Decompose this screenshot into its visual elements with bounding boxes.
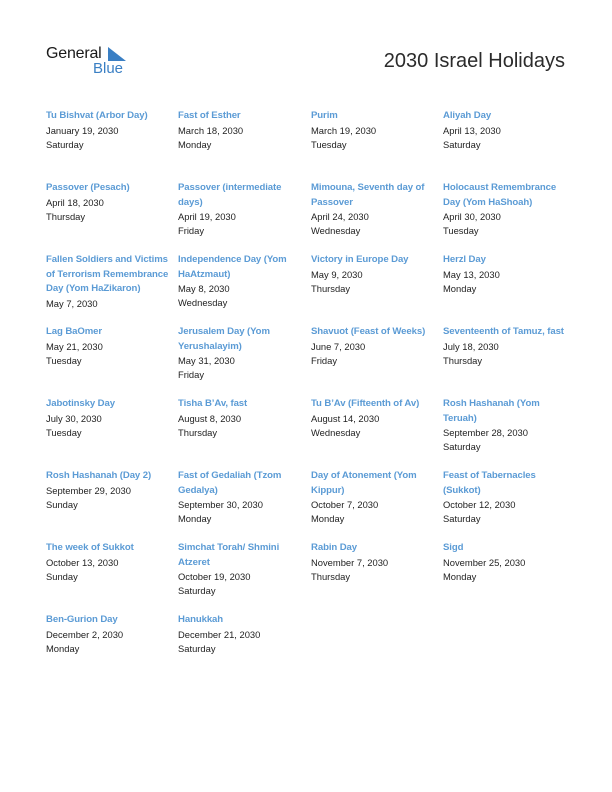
holiday-row	[46, 253, 576, 325]
holiday-weekday: Saturday	[443, 441, 481, 452]
holiday-entry	[311, 181, 435, 238]
holiday-row	[46, 541, 576, 613]
holiday-entry	[178, 469, 302, 526]
holiday-entry	[178, 253, 302, 310]
holiday-date: November 7, 2030	[311, 556, 389, 568]
holiday-name: Day of Atonement (Yom Kippur)	[311, 470, 417, 496]
holiday-weekday: Sunday	[46, 498, 78, 510]
holiday-date: September 29, 2030	[46, 484, 131, 496]
holiday-entry	[311, 397, 435, 440]
holiday-grid	[46, 109, 576, 685]
holiday-name: The week of Sukkot	[46, 542, 134, 553]
holiday-row	[46, 613, 576, 685]
holiday-name: Sigd	[443, 542, 464, 553]
holiday-name: Rabin Day	[311, 542, 358, 553]
holiday-date: April 18, 2030	[46, 196, 104, 208]
holiday-entry	[443, 397, 567, 454]
holiday-entry	[46, 253, 170, 311]
holiday-weekday: Thursday	[178, 426, 218, 438]
holiday-entry	[178, 613, 302, 656]
holiday-weekday: Thursday	[46, 210, 86, 222]
holiday-name: Passover (Pesach)	[46, 182, 130, 193]
holiday-date: October 12, 2030	[443, 499, 516, 510]
holiday-date: November 25, 2030	[443, 556, 526, 568]
holiday-weekday: Wednesday	[311, 225, 361, 236]
holiday-name: Lag BaOmer	[46, 326, 103, 337]
logo-text-blue: Blue	[93, 60, 124, 77]
holiday-name: Tisha B’Av, fast	[178, 398, 248, 409]
holiday-entry	[443, 253, 567, 296]
logo-triangle-icon	[108, 47, 126, 61]
holiday-entry	[443, 541, 567, 584]
holiday-entry	[443, 469, 567, 526]
holiday-entry	[178, 325, 302, 382]
holiday-entry	[178, 397, 302, 440]
holiday-name: Feast of Tabernacles (Sukkot)	[443, 470, 536, 496]
holiday-weekday: Saturday	[46, 138, 84, 150]
holiday-weekday: Tuesday	[311, 138, 347, 150]
holiday-entry	[178, 541, 302, 598]
holiday-name: Passover (intermediate days)	[178, 182, 282, 208]
holiday-entry	[311, 541, 435, 584]
holiday-date: May 13, 2030	[443, 268, 500, 280]
holiday-date: April 24, 2030	[311, 211, 369, 222]
holiday-weekday: Saturday	[178, 585, 216, 596]
holiday-date: May 7, 2030	[46, 297, 98, 309]
holiday-entry	[178, 109, 302, 152]
holiday-date: March 19, 2030	[311, 124, 377, 136]
holiday-name: Victory in Europe Day	[311, 254, 409, 265]
holiday-weekday: Monday	[178, 513, 212, 524]
holiday-name: Seventeenth of Tamuz, fast	[443, 326, 564, 337]
holiday-date: March 18, 2030	[178, 124, 244, 136]
holiday-weekday: Monday	[178, 138, 212, 150]
holiday-name: Simchat Torah/ Shmini Atzeret	[178, 542, 280, 568]
holiday-entry	[46, 397, 170, 440]
holiday-date: May 31, 2030	[178, 355, 235, 366]
holiday-weekday: Thursday	[311, 282, 351, 294]
holiday-name: Rosh Hashanah (Yom Teruah)	[443, 398, 540, 424]
holiday-entry	[46, 325, 170, 368]
holiday-weekday: Tuesday	[46, 426, 82, 438]
holiday-entry	[443, 181, 567, 238]
holiday-date: September 30, 2030	[178, 499, 263, 510]
holiday-name: Tu B’Av (Fifteenth of Av)	[311, 398, 420, 409]
holiday-date: October 19, 2030	[178, 571, 251, 582]
holiday-date: April 19, 2030	[178, 211, 236, 222]
holiday-name: Rosh Hashanah (Day 2)	[46, 470, 152, 481]
holiday-date: January 19, 2030	[46, 124, 119, 136]
holiday-weekday: Monday	[443, 282, 477, 294]
holiday-entry	[311, 469, 435, 526]
holiday-weekday: Saturday	[178, 642, 216, 654]
holiday-date: December 21, 2030	[178, 628, 261, 640]
holiday-name: Fast of Esther	[178, 110, 241, 121]
holiday-name: Independence Day (Yom HaAtzmaut)	[178, 254, 287, 280]
holiday-weekday: Wednesday	[311, 426, 361, 438]
holiday-date: August 8, 2030	[178, 412, 242, 424]
holiday-weekday: Monday	[311, 513, 345, 524]
holiday-entry	[46, 541, 170, 584]
holiday-name: Hanukkah	[178, 614, 224, 625]
holiday-weekday: Friday	[178, 369, 205, 380]
holiday-date: May 8, 2030	[178, 283, 230, 294]
holiday-weekday: Monday	[443, 570, 477, 582]
holiday-weekday: Friday	[311, 354, 338, 366]
holiday-weekday: Thursday	[443, 354, 483, 366]
holiday-name: Fast of Gedaliah (Tzom Gedalya)	[178, 470, 282, 496]
holiday-entry	[311, 253, 435, 296]
holiday-name: Mimouna, Seventh day of Passover	[311, 182, 425, 208]
holiday-entry	[311, 109, 435, 152]
holiday-weekday: Tuesday	[443, 225, 479, 236]
holiday-date: May 21, 2030	[46, 340, 103, 352]
holiday-row	[46, 397, 576, 469]
holiday-row	[46, 325, 576, 397]
holiday-name: Jabotinsky Day	[46, 398, 115, 409]
holiday-entry	[46, 109, 170, 152]
holiday-date: June 7, 2030	[311, 340, 366, 352]
holiday-name: Aliyah Day	[443, 110, 492, 121]
holiday-name: Tu Bishvat (Arbor Day)	[46, 110, 148, 121]
holiday-row	[46, 109, 576, 181]
holiday-entry	[46, 469, 170, 512]
holiday-weekday: Saturday	[443, 138, 481, 150]
holiday-row	[46, 469, 576, 541]
holiday-weekday: Tuesday	[46, 354, 82, 366]
holiday-weekday: Friday	[178, 225, 205, 236]
holiday-date: May 9, 2030	[311, 268, 363, 280]
holiday-date: July 18, 2030	[443, 340, 499, 352]
holiday-weekday: Saturday	[443, 513, 481, 524]
holiday-name: Jerusalem Day (Yom Yerushalayim)	[178, 326, 270, 352]
holiday-date: April 13, 2030	[443, 124, 501, 136]
holiday-entry	[311, 325, 435, 368]
holiday-date: October 7, 2030	[311, 499, 379, 510]
holiday-entry	[443, 325, 567, 368]
holiday-entry	[178, 181, 302, 238]
holiday-entry	[46, 181, 170, 224]
logo-text-general: General	[46, 45, 102, 62]
holiday-entry	[443, 109, 567, 152]
holiday-name: Herzl Day	[443, 254, 486, 265]
holiday-name: Purim	[311, 110, 338, 121]
page-title: 2030 Israel Holidays	[383, 50, 565, 72]
holiday-date: August 14, 2030	[311, 412, 380, 424]
holiday-name: Ben-Gurion Day	[46, 614, 118, 625]
holiday-weekday: Wednesday	[178, 297, 228, 308]
holiday-date: April 30, 2030	[443, 211, 501, 222]
holiday-date: September 28, 2030	[443, 427, 528, 438]
holiday-entry	[46, 613, 170, 656]
holiday-weekday: Monday	[46, 642, 80, 654]
holiday-date: October 13, 2030	[46, 556, 119, 568]
holiday-name: Shavuot (Feast of Weeks)	[311, 326, 426, 337]
holiday-date: July 30, 2030	[46, 412, 102, 424]
holiday-date: December 2, 2030	[46, 628, 124, 640]
holiday-name: Fallen Soldiers and Victims of Terrorism Remembrance Day (Yom HaZikaron)	[46, 254, 169, 294]
holiday-weekday: Sunday	[46, 570, 78, 582]
generalblue-logo	[46, 45, 136, 79]
holiday-row	[46, 181, 576, 253]
holiday-name: Holocaust Remembrance Day (Yom HaShoah)	[443, 182, 557, 208]
holiday-weekday: Thursday	[311, 570, 351, 582]
